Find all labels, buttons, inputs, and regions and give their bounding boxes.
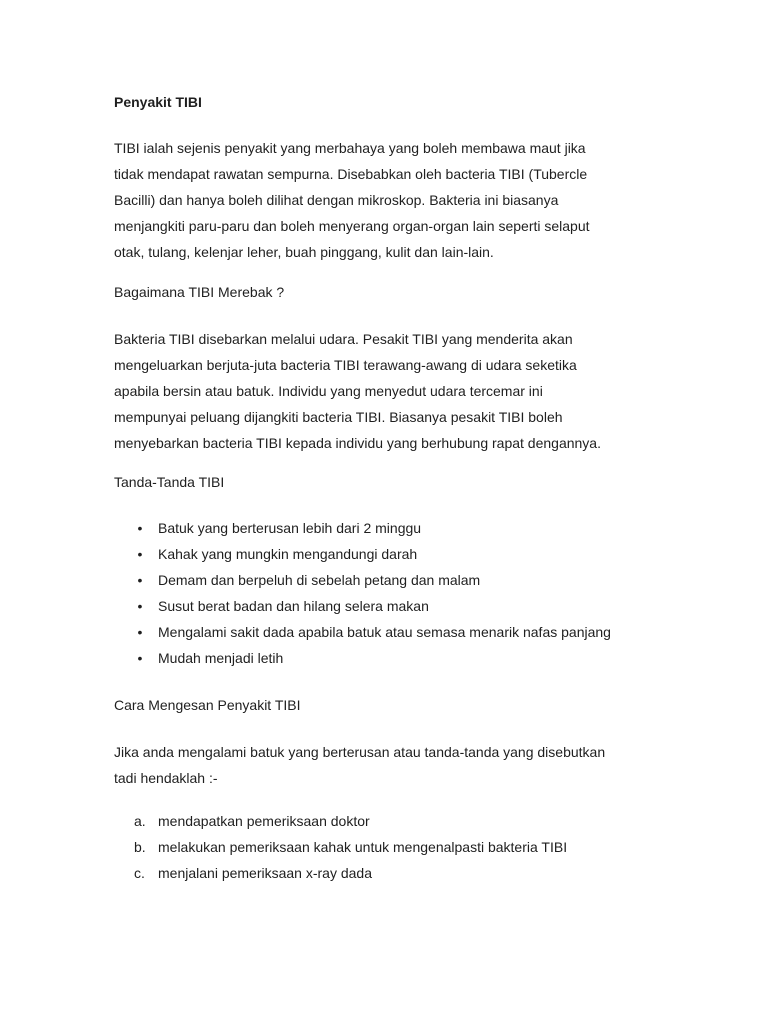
- spread-line: menyebarkan bacteria TIBI kepada individu yang berhubung rapat dengannya.: [114, 435, 601, 451]
- bullet-icon: •: [137, 650, 143, 666]
- list-item-text: mendapatkan pemeriksaan doktor: [158, 813, 370, 829]
- list-item: [114, 515, 668, 541]
- bullet-icon: •: [137, 520, 143, 536]
- spread-paragraph: [114, 326, 668, 456]
- bullet-icon: •: [137, 624, 143, 640]
- intro-paragraph: [114, 135, 668, 265]
- detect-line: tadi hendaklah :-: [114, 770, 218, 786]
- spread-line: Bakteria TIBI disebarkan melalui udara. Pesakit TIBI yang menderita akan: [114, 331, 573, 347]
- spread-line: apabila bersin atau batuk. Individu yang menyedut udara tercemar ini: [114, 383, 543, 399]
- list-item-text: Susut berat badan dan hilang selera makan: [158, 598, 429, 614]
- detect-line: Jika anda mengalami batuk yang berterusan atau tanda-tanda yang disebutkan: [114, 744, 606, 760]
- list-item: [114, 860, 668, 886]
- list-item: [114, 619, 668, 645]
- detect-heading: Cara Mengesan Penyakit TIBI: [114, 697, 301, 713]
- signs-heading: Tanda-Tanda TIBI: [114, 474, 225, 490]
- intro-line: TIBI ialah sejenis penyakit yang merbahaya yang boleh membawa maut jika: [114, 140, 586, 156]
- document-title: Penyakit TIBI: [114, 94, 202, 110]
- list-item: [114, 541, 668, 567]
- list-item-text: Kahak yang mungkin mengandungi darah: [158, 546, 418, 562]
- list-item: [114, 567, 668, 593]
- signs-list: [114, 515, 668, 671]
- step-marker: a.: [134, 813, 146, 829]
- list-item-text: Mengalami sakit dada apabila batuk atau semasa menarik nafas panjang: [158, 624, 611, 640]
- step-marker: b.: [134, 839, 146, 855]
- spread-line: mempunyai peluang dijangkiti bacteria TIBI. Biasanya pesakit TIBI boleh: [114, 409, 563, 425]
- list-item-text: melakukan pemeriksaan kahak untuk mengenalpasti bakteria TIBI: [158, 839, 568, 855]
- list-item: [114, 808, 668, 834]
- list-item-text: menjalani pemeriksaan x-ray dada: [158, 865, 372, 881]
- list-item-text: Batuk yang berterusan lebih dari 2 minggu: [158, 520, 422, 536]
- spread-line: mengeluarkan berjuta-juta bacteria TIBI terawang-awang di udara seketika: [114, 357, 577, 373]
- list-item-text: Mudah menjadi letih: [158, 650, 284, 666]
- detect-steps-list: [114, 808, 668, 886]
- detect-paragraph: [114, 739, 668, 791]
- spread-heading: Bagaimana TIBI Merebak ?: [114, 284, 285, 300]
- intro-line: menjangkiti paru-paru dan boleh menyerang organ-organ lain seperti selaput: [114, 218, 590, 234]
- step-marker: c.: [134, 865, 145, 881]
- list-item: [114, 593, 668, 619]
- list-item: [114, 834, 668, 860]
- list-item: [114, 645, 668, 671]
- bullet-icon: •: [137, 598, 143, 614]
- bullet-icon: •: [137, 572, 143, 588]
- bullet-icon: •: [137, 546, 143, 562]
- intro-line: Bacilli) dan hanya boleh dilihat dengan mikroskop. Bakteria ini biasanya: [114, 192, 559, 208]
- intro-line: otak, tulang, kelenjar leher, buah pinggang, kulit dan lain-lain.: [114, 244, 494, 260]
- list-item-text: Demam dan berpeluh di sebelah petang dan malam: [158, 572, 481, 588]
- intro-line: tidak mendapat rawatan sempurna. Disebabkan oleh bacteria TIBI (Tubercle: [114, 166, 588, 182]
